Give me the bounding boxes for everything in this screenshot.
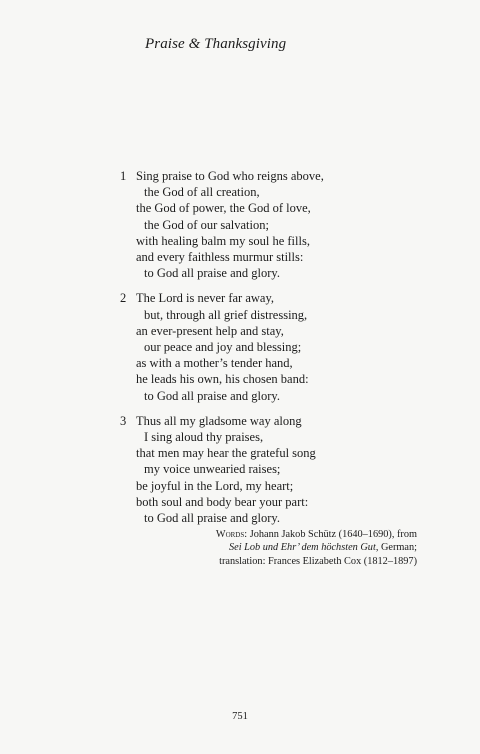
page-number: 751 xyxy=(232,711,248,722)
verse-line: to God all praise and glory. xyxy=(144,388,280,403)
source-language: , German; xyxy=(375,542,417,554)
verse-2 xyxy=(120,290,380,403)
verse-number: 2 xyxy=(120,291,127,306)
credits-line-1 xyxy=(216,528,417,541)
verse-1 xyxy=(120,168,380,281)
verse-line: but, through all grief distressing, xyxy=(144,307,308,322)
verse-line: both soul and body bear your part: xyxy=(136,494,309,509)
verse-number: 1 xyxy=(120,169,127,183)
verse-line: to God all praise and glory. xyxy=(144,511,280,526)
verse-line: an ever-present help and stay, xyxy=(136,323,284,338)
verse-number: 3 xyxy=(120,413,127,428)
verse-line: Sing praise to God who reigns above, xyxy=(136,169,324,183)
verse-line: my voice unwearied raises; xyxy=(144,462,281,477)
verse-line: Thus all my gladsome way along xyxy=(136,413,302,428)
source-title: Sei Lob und Ehr’ dem höchsten Gut xyxy=(229,542,376,554)
verse-3 xyxy=(120,413,380,526)
verse-line: the God of our salvation; xyxy=(144,217,269,232)
verse-line: as with a mother’s tender hand, xyxy=(136,356,293,371)
verse-line: with healing balm my soul he fills, xyxy=(136,233,310,248)
hymn-text xyxy=(120,168,380,535)
hymn-credits xyxy=(216,528,417,568)
verse-line: The Lord is never far away, xyxy=(136,291,275,306)
verse-line: the God of all creation, xyxy=(144,185,260,200)
verse-line: be joyful in the Lord, my heart; xyxy=(136,478,294,493)
verse-line: our peace and joy and blessing; xyxy=(144,340,302,355)
verse-line: the God of power, the God of love, xyxy=(136,201,311,216)
verse-line: to God all praise and glory. xyxy=(144,266,280,281)
section-title: Praise & Thanksgiving xyxy=(145,36,287,52)
verse-line: that men may hear the grateful song xyxy=(136,446,316,461)
author-text: Johann Jakob Schütz (1640–1690), from xyxy=(247,529,417,540)
words-label: Words: xyxy=(215,529,248,540)
credits-line-2 xyxy=(216,541,417,554)
credits-line-3: translation: Frances Elizabeth Cox (1812–1897) xyxy=(219,555,417,567)
verse-line: I sing aloud thy praises, xyxy=(144,430,264,445)
verse-line: he leads his own, his chosen band: xyxy=(136,372,309,387)
verse-line: and every faithless murmur stills: xyxy=(136,250,304,265)
